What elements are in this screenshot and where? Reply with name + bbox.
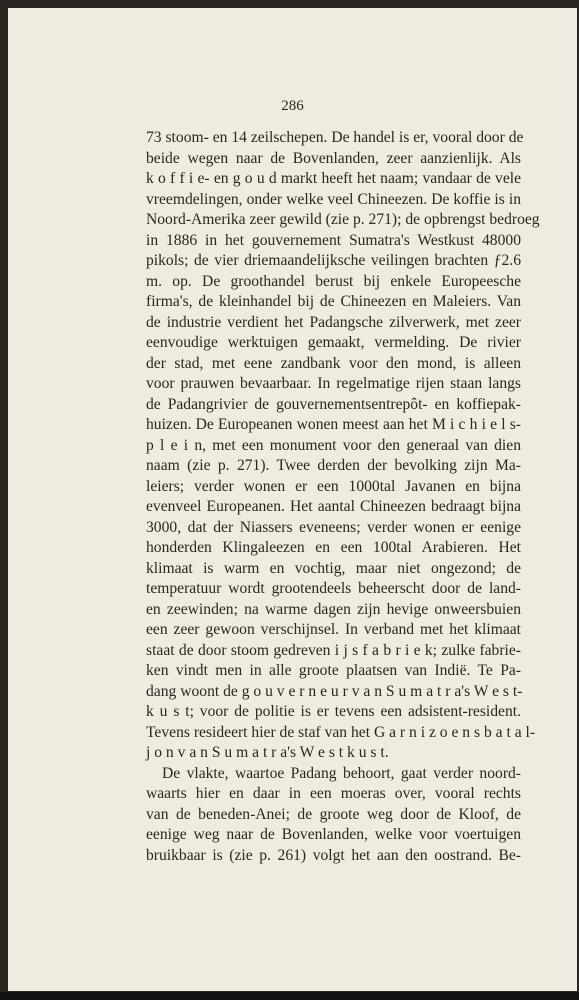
text-line: een zeer gewoon verschijnsel. In verband met het klimaat [146, 621, 521, 638]
text-line: Tevens resideert hier de staf van het G a r n i z o e n s b a t a l- [146, 723, 536, 741]
text-line: in 1886 in het gouvernement Sumatra's Westkust 48000 [146, 231, 521, 249]
text-line: vreemdelingen, onder welke veel Chineezen. De koffie is in [146, 190, 521, 208]
text-line: dang woont de g o u v e r n e u r v a n S u m a t r a's W e s t- [146, 682, 523, 700]
paragraph-start-line: De vlakte, waartoe Padang behoort, gaat verder noord- [162, 764, 521, 782]
text-line: staat de door stoom gedreven i j s f a b r i e k; zulke fabrie- [146, 641, 521, 659]
text-line: evenveel Europeanen. Het aantal Chineezen bedraagt bijna [146, 498, 521, 515]
page-number: 286 [281, 98, 304, 114]
text-line: der stad, met eene zandbank voor den mond, is alleen [146, 354, 521, 372]
text-line: pikols; de vier driemaandelijksche veilingen brachten ƒ2.6 [146, 252, 521, 269]
text-line: bruikbaar is (zie p. 261) volgt het aan den oostrand. Be- [146, 846, 521, 864]
text-line: de Padangrivier de gouvernementsentrepôt- en koffiepak- [146, 395, 521, 413]
scan-border [0, 992, 579, 1000]
text-line: 3000, dat der Niassers eveneens; verder wonen er eenige [146, 518, 521, 536]
text-line: van de beneden-Anei; de groote weg door de Kloof, de [146, 805, 521, 823]
text-line: 73 stoom- en 14 zeilschepen. De handel is er, vooral door de [146, 129, 524, 146]
text-line: k o f f i e- en g o u d markt heeft het naam; vandaar de vele [146, 170, 521, 187]
text-line: waarts hier en daar in een moeras over, vooral rechts [146, 785, 521, 802]
text-line: temperatuur wordt grootendeels beheerscht door de land- [146, 580, 521, 597]
text-line: voor prauwen bevaarbaar. In regelmatige rijen staan langs [146, 375, 521, 392]
text-line: p l e i n, met een monument voor den generaal van dien [146, 436, 521, 454]
text-line: k u s t; voor de politie is er tevens een adsistent-resident. [146, 703, 521, 720]
paragraph-end-line: j o n v a n S u m a t r a's W e s t k u s t. [146, 744, 389, 761]
text-line: beide wegen naar de Bovenlanden, zeer aanzienlijk. Als [146, 149, 521, 167]
text-line: firma's, de kleinhandel bij de Chineezen en Maleiers. Van [146, 293, 521, 310]
text-line: eenvoudige werktuigen gemaakt, vermelding. De rivier [146, 334, 521, 351]
book-page [8, 8, 577, 991]
text-line: en zeewinden; na warme dagen zijn hevige onweersbuien [146, 600, 521, 618]
text-line: klimaat is warm en vochtig, maar niet ongezond; de [146, 559, 521, 577]
text-line: honderden Klingaleezen en een 100tal Arabieren. Het [146, 539, 521, 556]
text-line: ken vindt men in alle groote plaatsen van Indië. Te Pa- [146, 662, 521, 679]
text-line: naam (zie p. 271). Twee derden der bevolking zijn Ma- [146, 457, 521, 474]
text-line: eenige weg naar de Bovenlanden, welke voor voertuigen [146, 826, 521, 843]
body-text [146, 128, 540, 866]
text-line: huizen. De Europeanen wonen meest aan het M i c h i e l s- [146, 416, 521, 433]
text-line: Noord-Amerika zeer gewild (zie p. 271); de opbrengst bedroeg [146, 211, 540, 228]
text-line: m. op. De groothandel berust bij enkele Europeesche [146, 272, 521, 290]
text-line: leiers; verder wonen er een 1000tal Javanen en bijna [146, 477, 521, 495]
text-line: de industrie verdient het Padangsche zilverwerk, met zeer [146, 313, 521, 331]
